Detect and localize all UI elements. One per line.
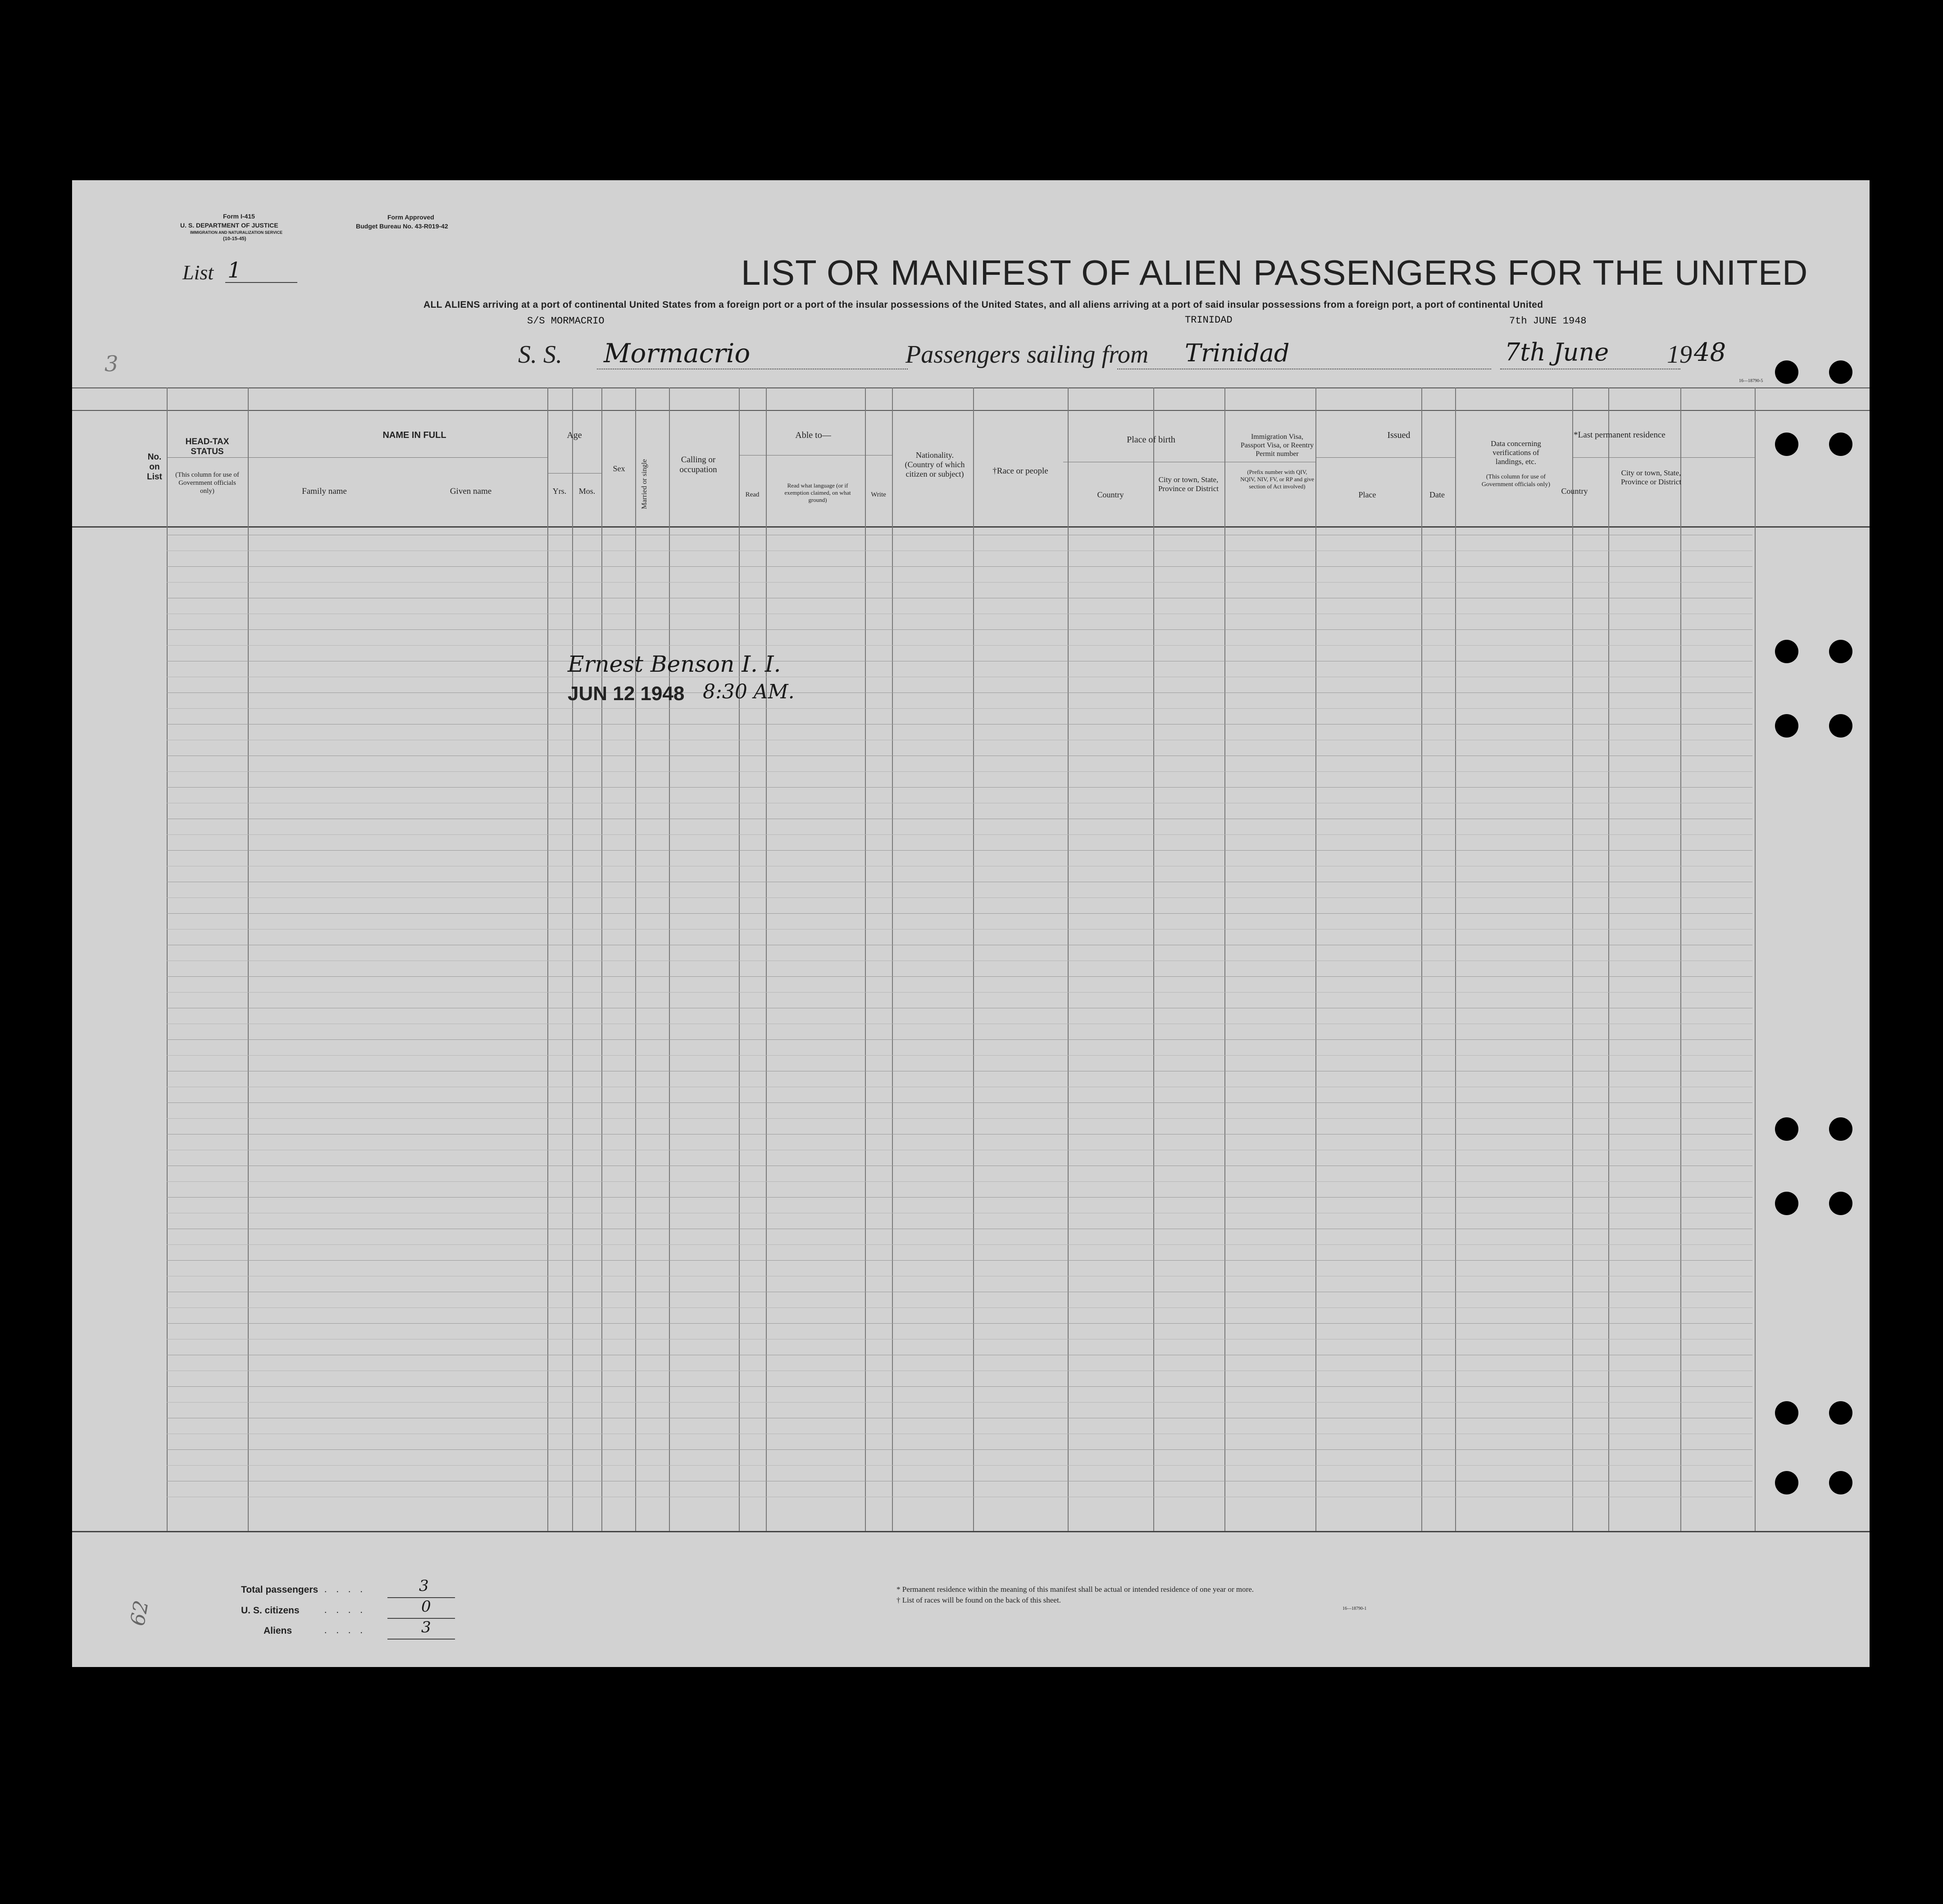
punch-hole	[1775, 714, 1798, 738]
hdr-res-country: Country	[1561, 487, 1588, 496]
hdr-issued: Issued	[1387, 430, 1411, 440]
column-divider	[1572, 387, 1573, 1532]
punch-hole	[1775, 1401, 1798, 1425]
year-prefix: 19	[1667, 341, 1692, 369]
row-rule	[167, 976, 1752, 977]
column-divider	[1608, 387, 1609, 1532]
aliens-label: Aliens	[264, 1626, 292, 1636]
total-passengers-label: Total passengers	[241, 1585, 319, 1595]
stamp-time: 8:30 AM.	[703, 680, 795, 703]
form-approved: Form Approved	[387, 214, 434, 221]
row-rule	[167, 1260, 1752, 1261]
row-subrule	[167, 1402, 1752, 1403]
punch-hole	[1775, 640, 1798, 663]
punch-hole	[1829, 714, 1852, 738]
hdr-no-on-list: No. on List	[147, 452, 162, 482]
row-subrule	[167, 1244, 1752, 1245]
column-divider	[572, 387, 573, 1532]
us-citizens-value: 0	[421, 1598, 431, 1616]
row-subrule	[167, 582, 1752, 583]
row-rule	[167, 1197, 1752, 1198]
total-dots-1: . . . .	[324, 1584, 366, 1594]
row-subrule	[167, 1181, 1752, 1182]
budget-bureau: Budget Bureau No. 43-R019-42	[356, 223, 448, 230]
department: U. S. DEPARTMENT OF JUSTICE	[180, 222, 278, 229]
header-subdivider	[547, 473, 601, 474]
hdr-read: Read	[745, 491, 760, 498]
list-label: List	[182, 261, 214, 284]
hdr-res-city: City or town, State, Province or District	[1620, 469, 1682, 486]
total-dots-2: . . . .	[324, 1604, 366, 1615]
hdr-place: Place	[1358, 490, 1376, 499]
row-subrule	[167, 992, 1752, 993]
total-dots-3: . . . .	[324, 1625, 366, 1635]
row-rule	[167, 1449, 1752, 1450]
column-divider	[167, 387, 168, 1532]
manifest-sheet	[72, 180, 1870, 1667]
column-divider	[547, 387, 548, 1532]
row-subrule	[167, 1465, 1752, 1466]
hdr-visa-note: (Prefix number with QIV, NQIV, NIV, FV, or RP and give section of Act involved)	[1240, 469, 1314, 490]
header-subdivider	[1572, 457, 1755, 458]
column-divider	[1455, 387, 1456, 1532]
column-number-rule	[72, 387, 1870, 388]
punch-hole	[1829, 1192, 1852, 1215]
bottom-rule	[72, 1531, 1870, 1532]
column-divider	[766, 387, 767, 1532]
header-subdivider	[167, 457, 547, 458]
margin-note: 62	[126, 1599, 153, 1628]
hdr-pob-country: Country	[1097, 490, 1124, 499]
us-citizens-label: U. S. citizens	[241, 1605, 300, 1616]
row-rule	[167, 850, 1752, 851]
service: IMMIGRATION AND NATURALIZATION SERVICE	[190, 230, 282, 235]
sailing-label-text: Passengers sailing from	[906, 341, 1149, 369]
hdr-mos: Mos.	[578, 487, 596, 496]
row-subrule	[167, 897, 1752, 898]
row-subrule	[167, 645, 1752, 646]
column-divider	[1153, 387, 1154, 1532]
hdr-date: Date	[1429, 490, 1445, 499]
year-hand: 48	[1694, 338, 1726, 367]
row-subrule	[167, 708, 1752, 709]
total-line-2	[387, 1618, 455, 1619]
hdr-yrs: Yrs.	[552, 487, 567, 496]
punch-hole	[1775, 1471, 1798, 1494]
ship-typed: S/S MORMACRIO	[527, 315, 605, 327]
row-rule	[167, 692, 1752, 693]
footnote-races: † List of races will be found on the back of this sheet.	[896, 1596, 1061, 1604]
header-subdivider	[1315, 457, 1455, 458]
aliens-value: 3	[421, 1618, 431, 1636]
hdr-name-in-full: NAME IN FULL	[382, 430, 446, 440]
manifest-title: LIST OR MANIFEST OF ALIEN PASSENGERS FOR THE UNITED	[741, 253, 1808, 292]
corner-code: 16—18790-5	[1739, 378, 1763, 383]
punch-hole	[1829, 640, 1852, 663]
form-date: (10-15-45)	[223, 236, 246, 241]
punch-hole	[1775, 433, 1798, 456]
punch-hole	[1775, 1117, 1798, 1141]
row-rule	[167, 787, 1752, 788]
hdr-head-tax: HEAD-TAX STATUS	[185, 437, 229, 456]
inspector-signature: Ernest Benson I. I.	[568, 651, 781, 677]
column-divider	[1421, 387, 1422, 1532]
hdr-pob-city: City or town, State, Province or District	[1158, 475, 1219, 493]
hdr-married: Married or single	[641, 459, 648, 509]
header-bottom-rule	[72, 526, 1870, 528]
row-subrule	[167, 1055, 1752, 1056]
punch-hole	[1829, 1401, 1852, 1425]
punch-hole	[1829, 1471, 1852, 1494]
sailing-date: 7th June	[1505, 338, 1609, 366]
column-divider	[635, 387, 636, 1532]
hdr-family-name: Family name	[302, 487, 347, 496]
from-port: Trinidad	[1185, 339, 1290, 367]
column-divider	[669, 387, 670, 1532]
column-divider	[1680, 387, 1681, 1532]
form-number: Form I-415	[223, 213, 255, 220]
total-passengers-value: 3	[419, 1577, 429, 1595]
row-rule	[167, 566, 1752, 567]
punch-hole	[1775, 1192, 1798, 1215]
punch-hole	[1829, 1117, 1852, 1141]
column-divider	[739, 387, 740, 1532]
column-divider	[973, 387, 974, 1532]
column-divider	[892, 387, 893, 1532]
hdr-nationality: Nationality. (Country of which citizen or subject)	[905, 451, 965, 478]
ss-label: S. S.	[518, 341, 562, 369]
footnote-residence: * Permanent residence within the meaning of this manifest shall be actual or intended residence of one year or more.	[896, 1585, 1254, 1594]
total-line-1	[387, 1597, 455, 1598]
hdr-landings: Data concerning verifications of landings, etc.	[1491, 439, 1541, 466]
punch-hole	[1775, 360, 1798, 384]
row-rule	[167, 1039, 1752, 1040]
column-divider	[1224, 387, 1225, 1532]
ship-name: Mormacrio	[604, 338, 751, 369]
stamp-date: JUN 12 1948	[568, 683, 685, 705]
column-divider	[1068, 387, 1069, 1532]
manifest-subtitle: ALL ALIENS arriving at a port of continental United States from a foreign port or a port of the insular possessions of the United States, and all aliens arriving at a port of said insular possessions from a foreign port, a port of continental United	[423, 300, 1543, 310]
hdr-age: Age	[567, 430, 582, 440]
column-divider	[1755, 387, 1756, 1532]
row-subrule	[167, 771, 1752, 772]
column-divider	[601, 387, 602, 1532]
header-top-rule	[72, 410, 1870, 411]
row-subrule	[167, 1118, 1752, 1119]
hdr-landings-note: (This column for use of Government officials only)	[1481, 474, 1551, 488]
margin-mark: 3	[105, 351, 118, 377]
punch-hole	[1829, 360, 1852, 384]
row-rule	[167, 913, 1752, 914]
row-rule	[167, 1386, 1752, 1387]
hdr-head-tax-note: (This column for use of Government officials only)	[175, 471, 239, 495]
hdr-able-to: Able to—	[795, 430, 831, 440]
hdr-given-name: Given name	[450, 487, 492, 496]
hdr-read-lang: Read what language (or if exemption claimed, on what ground)	[784, 482, 851, 503]
column-divider	[248, 387, 249, 1532]
hdr-visa: Immigration Visa, Passport Visa, or Reentry Permit number	[1240, 433, 1314, 458]
hdr-race: †Race or people	[992, 466, 1048, 476]
hdr-sex: Sex	[613, 464, 625, 473]
column-divider	[1315, 387, 1316, 1532]
row-subrule	[167, 834, 1752, 835]
row-rule	[167, 1323, 1752, 1324]
row-subrule	[167, 1307, 1752, 1308]
from-typed: TRINIDAD	[1185, 314, 1233, 326]
list-line	[225, 282, 297, 283]
date-typed: 7th JUNE 1948	[1509, 315, 1587, 327]
punch-hole	[1829, 433, 1852, 456]
hdr-place-of-birth: Place of birth	[1127, 435, 1175, 445]
list-number: 1	[228, 258, 241, 283]
row-rule	[167, 1102, 1752, 1103]
hdr-calling: Calling or occupation	[679, 455, 717, 474]
column-divider	[865, 387, 866, 1532]
hdr-write: Write	[871, 491, 886, 498]
total-line-3	[387, 1639, 455, 1640]
row-rule	[167, 629, 1752, 630]
footer-code: 16—18790-1	[1342, 1606, 1367, 1611]
header-subdivider	[739, 455, 892, 456]
hdr-last-residence: *Last permanent residence	[1574, 430, 1665, 440]
